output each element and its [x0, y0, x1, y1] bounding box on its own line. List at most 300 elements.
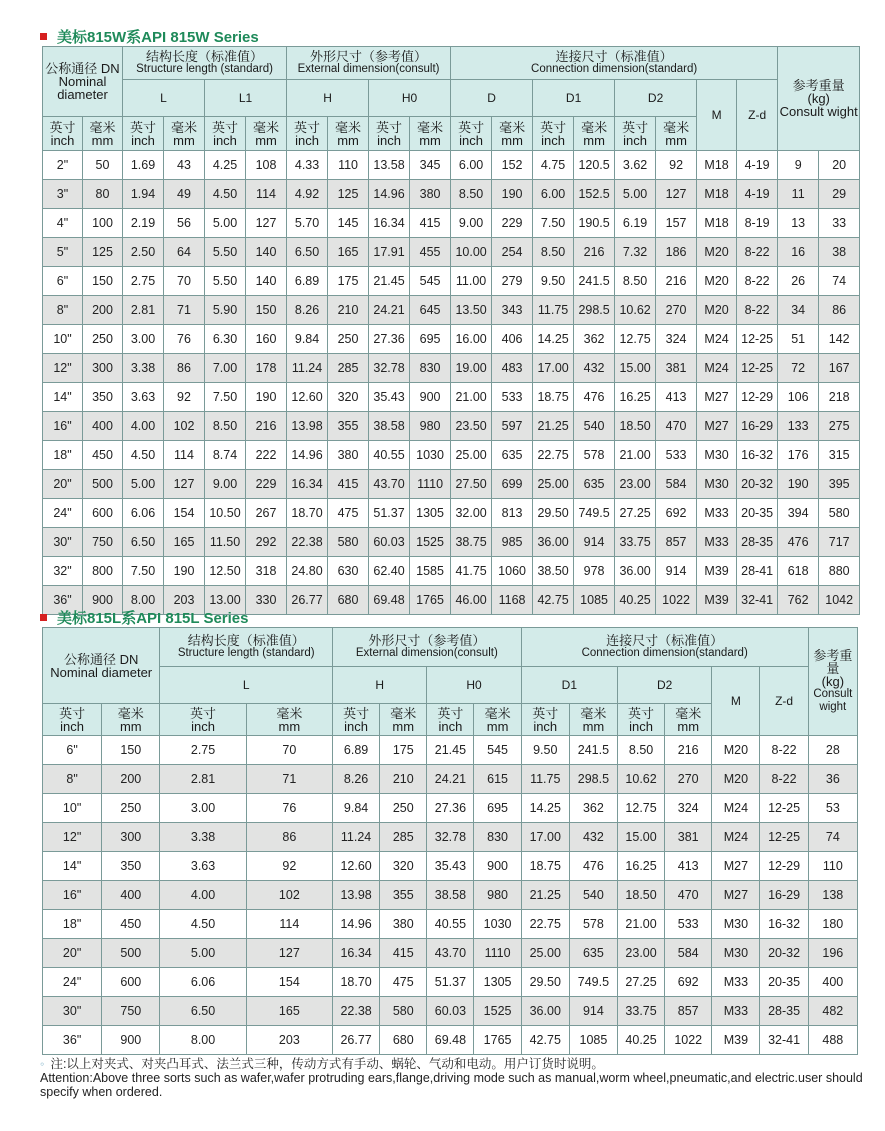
table-cell: 110: [808, 852, 857, 881]
table-cell: 4.00: [160, 881, 246, 910]
table-cell: 86: [164, 354, 205, 383]
table-cell: 985: [492, 528, 533, 557]
unit-header-inch: [205, 117, 246, 151]
unit-inch-cn: 英寸: [437, 705, 464, 721]
table-cell: 92: [246, 852, 332, 881]
table-cell: 270: [656, 296, 697, 325]
table-cell: 8-19: [737, 209, 778, 238]
table-cell: 22.75: [533, 441, 574, 470]
table-row: [43, 412, 860, 441]
table-cell: 578: [574, 441, 615, 470]
table-cell: M39: [697, 557, 737, 586]
table-cell: 203: [164, 586, 205, 615]
table-cell: 150: [246, 296, 287, 325]
table-row: [43, 180, 860, 209]
header-H0: H0: [427, 667, 521, 704]
table-cell: M33: [697, 499, 737, 528]
table-cell: 32-41: [737, 586, 778, 615]
table-cell: 25.00: [533, 470, 574, 499]
table-cell: 14.25: [521, 794, 569, 823]
table-cell: 120.5: [574, 151, 615, 180]
table-cell: 21.00: [617, 910, 664, 939]
header-external: [287, 47, 451, 80]
unit-header-inch: [615, 117, 656, 151]
table-cell: 175: [380, 736, 427, 765]
table-cell: 380: [380, 910, 427, 939]
table-cell: 216: [246, 412, 287, 441]
table-cell: 381: [656, 354, 697, 383]
table-cell: 2.81: [160, 765, 246, 794]
table-cell: 33: [819, 209, 860, 238]
table-cell: 27.25: [615, 499, 656, 528]
table-cell: 285: [328, 354, 369, 383]
table-cell: 1.69: [123, 151, 164, 180]
table-cell: 16: [778, 238, 819, 267]
table-cell: 5.90: [205, 296, 246, 325]
table-cell: 25.00: [521, 939, 569, 968]
table-cell: 13.50: [451, 296, 492, 325]
table-cell: 470: [656, 412, 697, 441]
unit-inch-en: inch: [60, 718, 85, 734]
table-cell: 545: [410, 267, 451, 296]
table-cell: 3.38: [160, 823, 246, 852]
unit-mm-en: mm: [419, 132, 441, 148]
table-cell: 71: [246, 765, 332, 794]
table-cell: 254: [492, 238, 533, 267]
table-row: [43, 209, 860, 238]
table-cell: 16.34: [333, 939, 380, 968]
table-cell: 800: [83, 557, 123, 586]
table-cell: 2.19: [123, 209, 164, 238]
table-cell: 17.00: [533, 354, 574, 383]
table-row: [43, 852, 858, 881]
spec-table-815l: [42, 627, 858, 1055]
unit-mm-en: mm: [278, 718, 301, 734]
header-Zd: Z-d: [737, 80, 778, 151]
table-cell: 6.50: [123, 528, 164, 557]
table-cell: 250: [102, 794, 160, 823]
table-cell: 32.00: [451, 499, 492, 528]
table-cell: 14.25: [533, 325, 574, 354]
table-cell: 152: [492, 151, 533, 180]
table-cell: 12.50: [205, 557, 246, 586]
unit-header-mm: [656, 117, 697, 151]
table-cell: 749.5: [574, 499, 615, 528]
table-cell: 127: [164, 470, 205, 499]
table-cell: 70: [246, 736, 332, 765]
table-cell: 914: [569, 997, 617, 1026]
table-cell: 32.78: [427, 823, 474, 852]
table-cell: 36.00: [533, 528, 574, 557]
table-cell: 8": [43, 765, 102, 794]
section-title-text: 美标815L系API 815L Series: [57, 610, 249, 627]
table-cell: 32": [43, 557, 83, 586]
table-cell: 597: [492, 412, 533, 441]
unit-inch-cn: 英寸: [190, 705, 217, 721]
table-cell: 28-35: [760, 997, 808, 1026]
table-cell: 1042: [819, 586, 860, 615]
table-cell: 7.50: [123, 557, 164, 586]
table-cell: 695: [410, 325, 451, 354]
table-cell: 5.00: [123, 470, 164, 499]
table-cell: 12-25: [737, 354, 778, 383]
table-row: [43, 238, 860, 267]
table-cell: 8.26: [333, 765, 380, 794]
unit-mm-cn: 毫米: [335, 119, 362, 135]
table-cell: 28: [808, 736, 857, 765]
unit-mm-en: mm: [392, 718, 415, 734]
header-nominal-diameter: [43, 628, 160, 704]
table-cell: 35.43: [427, 852, 474, 881]
table-cell: 229: [492, 209, 533, 238]
unit-mm-cn: 毫米: [580, 705, 607, 721]
table-cell: 8.50: [451, 180, 492, 209]
table-cell: 1022: [656, 586, 697, 615]
table-cell: 3": [43, 180, 83, 209]
unit-header-mm: [569, 704, 617, 736]
table-cell: 475: [328, 499, 369, 528]
table-cell: M30: [712, 910, 760, 939]
table-cell: 1525: [410, 528, 451, 557]
table-cell: 216: [665, 736, 712, 765]
table-cell: 1022: [665, 1026, 712, 1055]
table-cell: 127: [246, 939, 332, 968]
table-cell: 38.75: [451, 528, 492, 557]
table-cell: 16-29: [760, 881, 808, 910]
table-cell: 127: [246, 209, 287, 238]
header-H: H: [287, 80, 369, 117]
table-cell: 12": [43, 354, 83, 383]
table-cell: 12.60: [287, 383, 328, 412]
table-cell: 8.00: [123, 586, 164, 615]
table-cell: 250: [83, 325, 123, 354]
table-cell: 8.50: [205, 412, 246, 441]
table-cell: 102: [164, 412, 205, 441]
table-cell: 32-41: [760, 1026, 808, 1055]
table-cell: 432: [574, 354, 615, 383]
table-cell: 533: [492, 383, 533, 412]
table-cell: 18": [43, 910, 102, 939]
table-cell: 27.25: [617, 968, 664, 997]
table-cell: 106: [778, 383, 819, 412]
unit-inch-en: inch: [344, 718, 369, 734]
table-cell: 241.5: [569, 736, 617, 765]
table-cell: 42.75: [533, 586, 574, 615]
table-cell: 267: [246, 499, 287, 528]
table-cell: 830: [410, 354, 451, 383]
table-cell: 41.75: [451, 557, 492, 586]
table-cell: 400: [102, 881, 160, 910]
table-row: [43, 296, 860, 325]
table-cell: 16.25: [615, 383, 656, 412]
table-cell: 914: [656, 557, 697, 586]
table-cell: 108: [246, 151, 287, 180]
table-cell: 216: [656, 267, 697, 296]
header-D2: D2: [617, 667, 711, 704]
table-cell: 580: [380, 997, 427, 1026]
table-cell: 11.75: [521, 765, 569, 794]
unit-mm-cn: 毫米: [675, 705, 702, 721]
table-cell: 1110: [474, 939, 521, 968]
footnote: [40, 1057, 870, 1099]
table-cell: 413: [665, 852, 712, 881]
table-cell: 38: [819, 238, 860, 267]
table-row: [43, 823, 858, 852]
unit-mm-cn: 毫米: [170, 119, 197, 135]
unit-inch-cn: 英寸: [294, 119, 321, 135]
unit-header-inch: [123, 117, 164, 151]
table-cell: 26: [778, 267, 819, 296]
table-cell: 545: [474, 736, 521, 765]
unit-header-mm: [246, 704, 332, 736]
table-cell: 190: [492, 180, 533, 209]
header-D1: D1: [521, 667, 617, 704]
header-external-cn: 外形尺寸（参考值）: [310, 49, 428, 64]
table-cell: 4.75: [533, 151, 574, 180]
table-row: [43, 881, 858, 910]
table-row: [43, 939, 858, 968]
table-cell: M24: [712, 823, 760, 852]
table-cell: 27.50: [451, 470, 492, 499]
table-cell: 980: [474, 881, 521, 910]
unit-mm-cn: 毫米: [663, 119, 690, 135]
table-cell: 10.00: [451, 238, 492, 267]
table-cell: 645: [410, 296, 451, 325]
unit-inch-en: inch: [541, 132, 565, 148]
table-cell: 16": [43, 881, 102, 910]
table-cell: 355: [328, 412, 369, 441]
unit-mm-en: mm: [665, 132, 687, 148]
table-cell: 26.77: [287, 586, 328, 615]
table-cell: 5.50: [205, 267, 246, 296]
table-cell: 455: [410, 238, 451, 267]
header-weight: [808, 628, 857, 736]
table-cell: 315: [819, 441, 860, 470]
header-connection-en: Connection dimension(standard): [581, 647, 748, 659]
table-cell: 140: [246, 238, 287, 267]
table-cell: 482: [808, 997, 857, 1026]
table-cell: 114: [246, 180, 287, 209]
table-cell: 20-32: [760, 939, 808, 968]
table-row: [43, 441, 860, 470]
table-cell: 71: [164, 296, 205, 325]
table-cell: 830: [474, 823, 521, 852]
unit-mm-cn: 毫米: [117, 705, 144, 721]
table-cell: 6": [43, 267, 83, 296]
table-cell: 12-29: [737, 383, 778, 412]
table-cell: 26.77: [333, 1026, 380, 1055]
table-cell: 16.00: [451, 325, 492, 354]
unit-header-inch: [451, 117, 492, 151]
unit-mm-cn: 毫米: [417, 119, 444, 135]
table-cell: 102: [246, 881, 332, 910]
table-cell: 74: [819, 267, 860, 296]
header-structure-en: Structure length (standard): [177, 647, 315, 659]
table-cell: 12.75: [615, 325, 656, 354]
unit-header-mm: [246, 117, 287, 151]
table-cell: 19.00: [451, 354, 492, 383]
table-cell: 12-25: [760, 823, 808, 852]
table-cell: 9: [778, 151, 819, 180]
table-cell: 33.75: [617, 997, 664, 1026]
table-cell: 110: [328, 151, 369, 180]
unit-header-inch: [617, 704, 664, 736]
table-cell: 165: [164, 528, 205, 557]
table-cell: 470: [665, 881, 712, 910]
table-cell: 450: [102, 910, 160, 939]
header-external-en: External dimension(consult): [297, 63, 440, 75]
table-cell: 8.26: [287, 296, 328, 325]
table-cell: 5.70: [287, 209, 328, 238]
header-L: L: [123, 80, 205, 117]
header-dn-en: Nominal diameter: [57, 74, 108, 102]
header-structure-cn: 结构长度（标准值）: [146, 49, 264, 64]
table-cell: 178: [246, 354, 287, 383]
table-cell: 176: [778, 441, 819, 470]
table-cell: 580: [819, 499, 860, 528]
table-cell: 4": [43, 209, 83, 238]
table-cell: 1168: [492, 586, 533, 615]
table-row: [43, 354, 860, 383]
table-cell: M20: [712, 765, 760, 794]
table-cell: 229: [246, 470, 287, 499]
table-cell: 6.50: [287, 238, 328, 267]
table-cell: M27: [712, 881, 760, 910]
table-row: [43, 794, 858, 823]
table-cell: 1060: [492, 557, 533, 586]
table-cell: 381: [665, 823, 712, 852]
table-cell: 413: [656, 383, 697, 412]
table-cell: 635: [574, 470, 615, 499]
header-weight: [778, 47, 860, 151]
header-structure-en: Structure length (standard): [136, 63, 273, 75]
table-cell: 18.75: [533, 383, 574, 412]
table-cell: 9.84: [333, 794, 380, 823]
table-cell: 22.38: [333, 997, 380, 1026]
table-cell: 415: [328, 470, 369, 499]
table-cell: 11.75: [533, 296, 574, 325]
header-weight-en: Consult wight: [813, 688, 853, 713]
table-cell: 16.34: [369, 209, 410, 238]
table-cell: 7.00: [205, 354, 246, 383]
table-cell: 1765: [474, 1026, 521, 1055]
table-cell: 7.50: [205, 383, 246, 412]
table-cell: M20: [697, 267, 737, 296]
table-cell: 3.63: [123, 383, 164, 412]
table-cell: 22.38: [287, 528, 328, 557]
header-weight-unit: (kg): [807, 91, 830, 106]
table-cell: 53: [808, 794, 857, 823]
table-cell: 20: [819, 151, 860, 180]
table-cell: 320: [328, 383, 369, 412]
table-cell: 14": [43, 852, 102, 881]
table-cell: 4.33: [287, 151, 328, 180]
table-cell: 18.50: [617, 881, 664, 910]
table-cell: 275: [819, 412, 860, 441]
table-cell: 5.00: [205, 209, 246, 238]
table-row: [43, 151, 860, 180]
table-cell: 584: [665, 939, 712, 968]
table-row: [43, 470, 860, 499]
table-cell: 11.50: [205, 528, 246, 557]
table-cell: 762: [778, 586, 819, 615]
unit-inch-cn: 英寸: [622, 119, 649, 135]
table-cell: 533: [665, 910, 712, 939]
unit-header-mm: [410, 117, 451, 151]
table-cell: 1030: [410, 441, 451, 470]
table-cell: 10.62: [615, 296, 656, 325]
unit-inch-cn: 英寸: [458, 119, 485, 135]
unit-header-mm: [380, 704, 427, 736]
table-cell: 21.25: [521, 881, 569, 910]
table-cell: 154: [246, 968, 332, 997]
table-cell: 24": [43, 968, 102, 997]
table-cell: 9.84: [287, 325, 328, 354]
unit-header-mm: [102, 704, 160, 736]
table-cell: 500: [83, 470, 123, 499]
table-cell: 14.96: [287, 441, 328, 470]
table-cell: 36.00: [615, 557, 656, 586]
table-cell: M24: [697, 325, 737, 354]
table-cell: 8-22: [737, 296, 778, 325]
unit-mm-en: mm: [173, 132, 195, 148]
table-row: [43, 499, 860, 528]
table-cell: 250: [380, 794, 427, 823]
table-cell: 1085: [574, 586, 615, 615]
table-cell: M27: [712, 852, 760, 881]
table-cell: 12.75: [617, 794, 664, 823]
table-cell: 6": [43, 736, 102, 765]
table-row: [43, 765, 858, 794]
header-connection: [451, 47, 778, 80]
unit-inch-cn: 英寸: [129, 119, 156, 135]
table-cell: 717: [819, 528, 860, 557]
header-H: H: [333, 667, 427, 704]
table-cell: 615: [474, 765, 521, 794]
table-cell: 9.00: [205, 470, 246, 499]
unit-mm-en: mm: [583, 132, 605, 148]
table-cell: 16-29: [737, 412, 778, 441]
unit-mm-cn: 毫米: [581, 119, 608, 135]
table-cell: 20": [43, 470, 83, 499]
table-cell: 138: [808, 881, 857, 910]
table-cell: 16-32: [737, 441, 778, 470]
header-dn-cn: 公称通径 DN: [64, 651, 139, 667]
table-cell: 30": [43, 528, 83, 557]
table-cell: 699: [492, 470, 533, 499]
table-cell: 150: [102, 736, 160, 765]
table-cell: 12.60: [333, 852, 380, 881]
table-cell: 5.50: [205, 238, 246, 267]
table-cell: 1765: [410, 586, 451, 615]
table-cell: 6.30: [205, 325, 246, 354]
table-cell: 813: [492, 499, 533, 528]
table-cell: 20-35: [760, 968, 808, 997]
table-cell: 14.96: [369, 180, 410, 209]
table-cell: 8-22: [737, 267, 778, 296]
section-title-815w: [40, 26, 259, 47]
table-cell: 680: [328, 586, 369, 615]
table-row: [43, 528, 860, 557]
unit-header-mm: [665, 704, 712, 736]
table-row: [43, 997, 858, 1026]
table-cell: 350: [83, 383, 123, 412]
table-cell: 125: [83, 238, 123, 267]
table-cell: 362: [569, 794, 617, 823]
table-cell: 630: [328, 557, 369, 586]
table-cell: 680: [380, 1026, 427, 1055]
table-cell: 51.37: [369, 499, 410, 528]
